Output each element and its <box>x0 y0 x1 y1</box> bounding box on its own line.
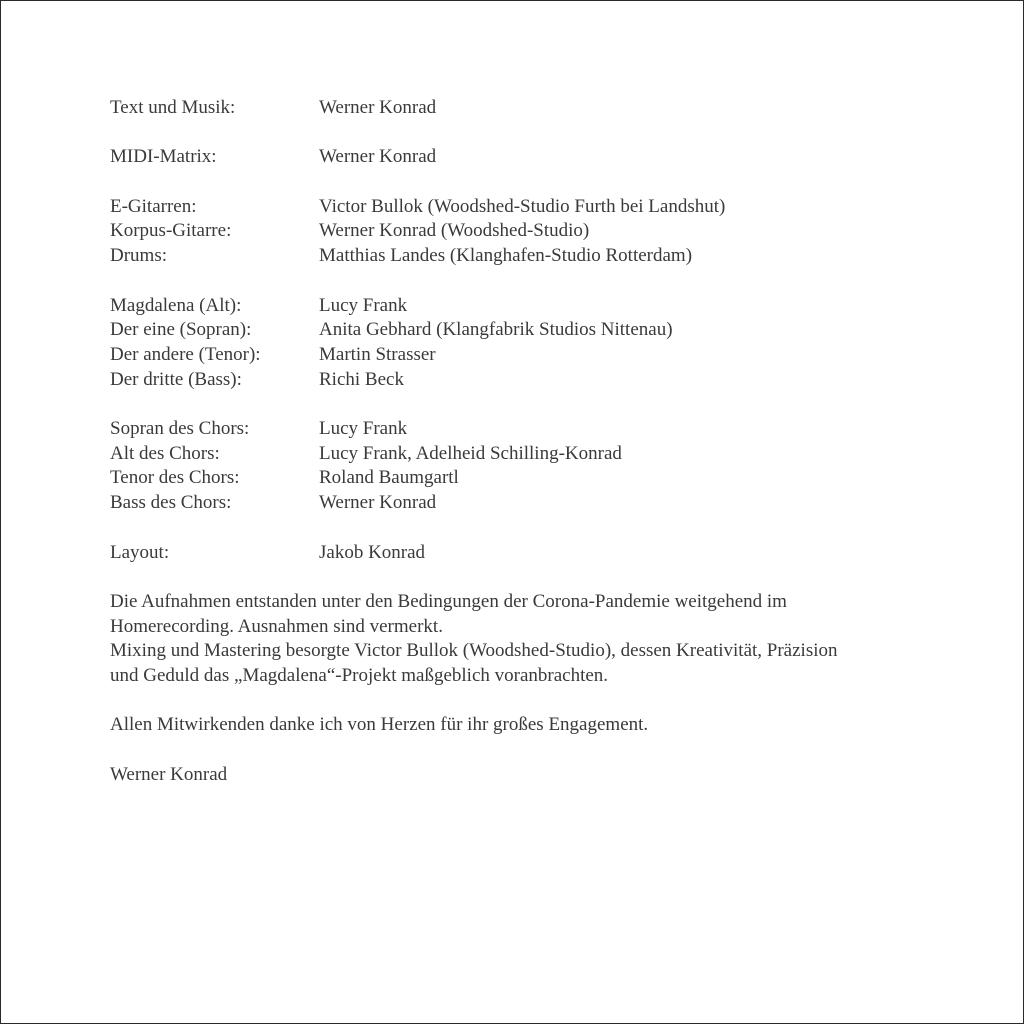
credit-name: Matthias Landes (Klanghafen-Studio Rotterdam) <box>319 245 693 267</box>
credit-role: Tenor des Chors: <box>110 467 240 489</box>
credit-role: Layout: <box>110 541 170 563</box>
credits-group-layout <box>110 541 940 566</box>
paragraph-line: und Geduld das „Magdalena“-Projekt maßgeblich voranbrachten. <box>110 665 609 687</box>
credit-row <box>110 491 940 516</box>
credit-row <box>110 442 940 467</box>
signature: Werner Konrad <box>110 763 228 785</box>
thanks-text: Allen Mitwirkenden danke ich von Herzen für ihr großes Engagement. <box>110 714 649 736</box>
credit-name: Anita Gebhard (Klangfabrik Studios Nittenau) <box>319 319 673 341</box>
credits-group-instruments <box>110 195 940 269</box>
credits-group-soloists <box>110 294 940 393</box>
credits-group-composition <box>110 96 940 121</box>
recording-notes-paragraph <box>110 590 940 689</box>
credit-name: Lucy Frank <box>319 418 408 440</box>
credit-name: Werner Konrad (Woodshed-Studio) <box>319 220 590 242</box>
credit-row <box>110 294 940 319</box>
credit-row <box>110 417 940 442</box>
credit-role: Alt des Chors: <box>110 442 220 464</box>
thanks-paragraph <box>110 713 940 738</box>
credit-name: Martin Strasser <box>319 343 436 365</box>
credit-name: Jakob Konrad <box>319 541 426 563</box>
paragraph-line: Mixing und Mastering besorgte Victor Bullok (Woodshed-Studio), dessen Kreativität, Präzision <box>110 640 838 662</box>
credits-content <box>110 96 940 788</box>
credit-name: Werner Konrad <box>319 146 437 168</box>
credit-name: Lucy Frank, Adelheid Schilling-Konrad <box>319 442 622 464</box>
credit-role: Korpus-Gitarre: <box>110 220 232 242</box>
credit-name: Victor Bullok (Woodshed-Studio Furth bei Landshut) <box>319 195 726 217</box>
paragraph-line: Homerecording. Ausnahmen sind vermerkt. <box>110 615 443 637</box>
credit-name: Werner Konrad <box>319 492 437 514</box>
credit-role: MIDI-Matrix: <box>110 146 217 168</box>
credit-row <box>110 318 940 343</box>
credit-role: Magdalena (Alt): <box>110 294 242 316</box>
credit-row <box>110 368 940 393</box>
credit-role: Der eine (Sopran): <box>110 319 252 341</box>
credit-role: Text und Musik: <box>110 97 236 118</box>
credit-row <box>110 343 940 368</box>
credit-role: E-Gitarren: <box>110 195 197 217</box>
credit-role: Der andere (Tenor): <box>110 343 261 365</box>
credit-row <box>110 466 940 491</box>
credit-row <box>110 195 940 220</box>
paragraph-line: Die Aufnahmen entstanden unter den Bedingungen der Corona-Pandemie weitgehend im <box>110 590 787 612</box>
credit-role: Bass des Chors: <box>110 492 232 514</box>
credit-row <box>110 96 940 121</box>
credit-row <box>110 219 940 244</box>
credit-role: Sopran des Chors: <box>110 418 250 440</box>
credit-name: Richi Beck <box>319 368 404 390</box>
credit-name: Lucy Frank <box>319 294 408 316</box>
credits-group-choir <box>110 417 940 516</box>
credit-row <box>110 145 940 170</box>
credit-role: Drums: <box>110 245 167 267</box>
credit-row <box>110 541 940 566</box>
credit-row <box>110 244 940 269</box>
credit-role: Der dritte (Bass): <box>110 368 242 390</box>
credit-name: Werner Konrad <box>319 97 437 118</box>
credit-name: Roland Baumgartl <box>319 467 459 489</box>
credits-group-midi <box>110 145 940 170</box>
